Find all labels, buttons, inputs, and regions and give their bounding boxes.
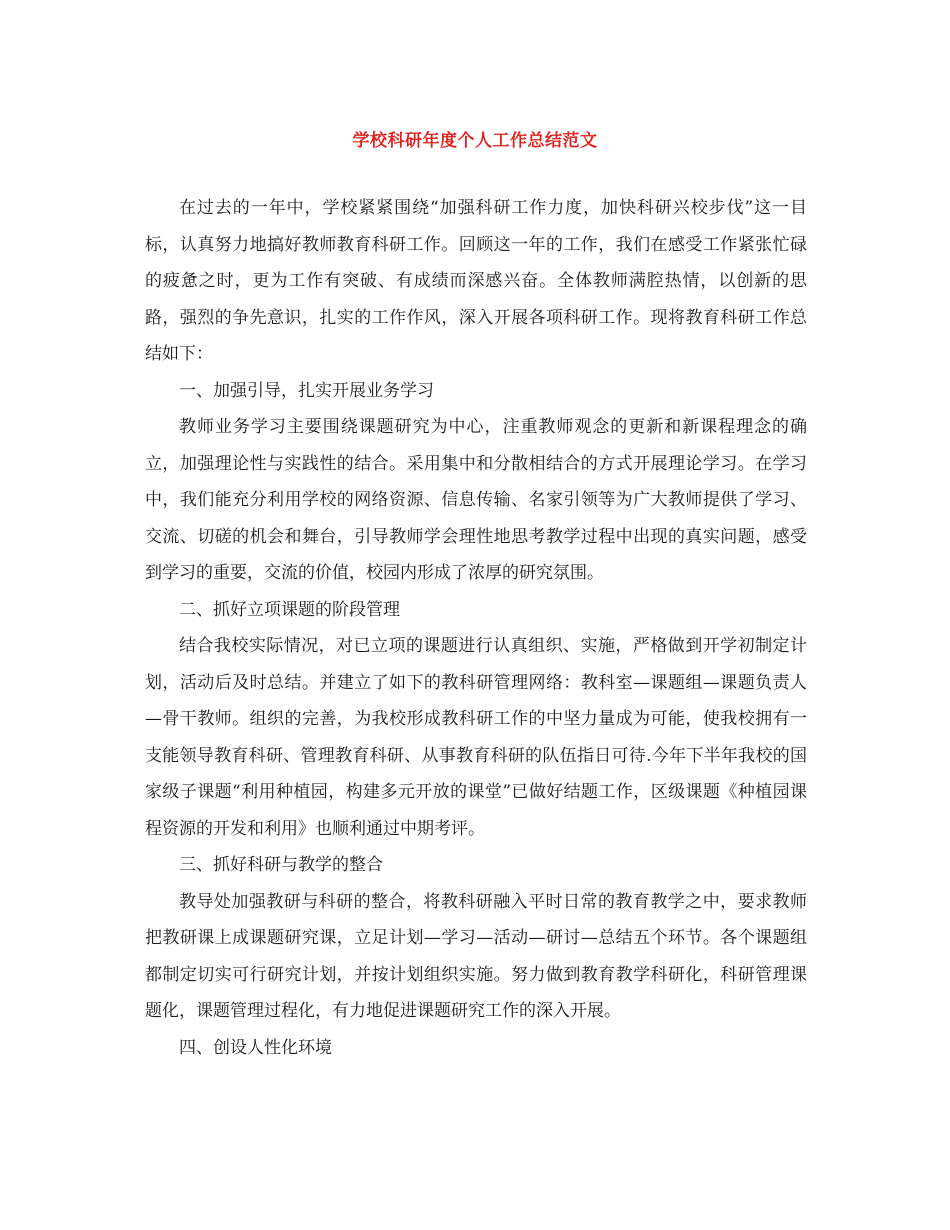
- section-heading-2: 二、抓好立项课题的阶段管理: [179, 599, 400, 620]
- section-heading-4: 四、创设人性化环境: [179, 1037, 332, 1058]
- section-heading-3: 三、抓好科研与教学的整合: [179, 855, 383, 875]
- paragraph-section-1: 教师业务学习主要围绕课题研究为中心，注重教师观念的更新和新课程理念的确立，加强理论性与实践性的结合。采用集中和分散相结合的方式开展理论学习。在学习中，我们能充分利用学校的网络资源、信息传输、名家引领等为广大教师提供了学习、交流、切磋的机会和舞台，引导教师学会理性地思考教学过程中出现的真实问题，感受到学习的重要，交流的价值，校园内形成了浓厚的研究氛围。: [145, 417, 807, 583]
- document-body: [145, 190, 807, 1066]
- paragraph-section-3: 教导处加强教研与科研的整合，将教科研融入平时日常的教育教学之中，要求教师把教研课上成课题研究课，立足计划—学习—活动—研讨—总结五个环节。各个课题组都制定切实可行研究计划，并按计划组织实施。努力做到教育教学科研化，科研管理课题化，课题管理过程化，有力地促进课题研究工作的深入开展。: [145, 891, 807, 1021]
- paragraph-section-2: 结合我校实际情况，对已立项的课题进行认真组织、实施，严格做到开学初制定计划，活动后及时总结。并建立了如下的教科研管理网络：教科室—课题组—课题负责人—骨干教师。组织的完善，为我校形成教科研工作的中坚力量成为可能，使我校拥有一支能领导教育科研、管理教育科研、从事教育科研的队伍指日可待.今年下半年我校的国家级子课题“利用种植园，构建多元开放的课堂”已做好结题工作，区级课题《种植园课程资源的开发和利用》也顺利通过中期考评。: [145, 636, 807, 839]
- document-title: 学校科研年度个人工作总结范文: [352, 131, 598, 151]
- section-heading-1: 一、加强引导，扎实开展业务学习: [179, 380, 434, 401]
- paragraph-intro: 在过去的一年中，学校紧紧围绕“加强科研工作力度，加快科研兴校步伐”这一目标，认真努力地搞好教师教育科研工作。回顾这一年的工作，我们在感受工作紧张忙碌的疲惫之时，更为工作有突破、有成绩而深感兴奋。全体教师满腔热情，以创新的思路，强烈的争先意识，扎实的工作作风，深入开展各项科研工作。现将教育科研工作总结如下：: [145, 198, 807, 364]
